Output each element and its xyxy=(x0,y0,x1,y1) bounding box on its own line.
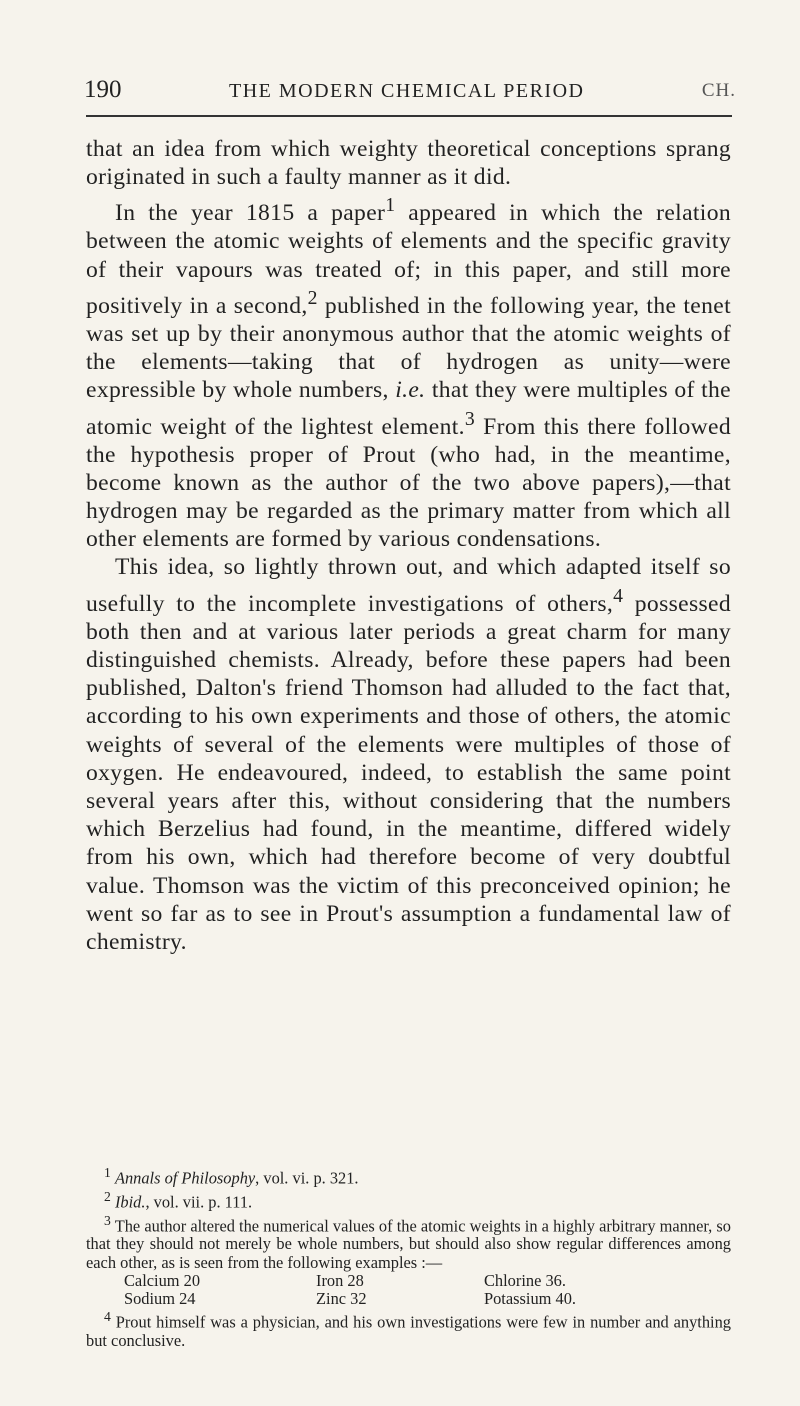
ie-abbr: i.e. xyxy=(395,377,426,404)
running-title: THE MODERN CHEMICAL PERIOD xyxy=(229,80,585,102)
footnote-text: , vol. vi. p. 321. xyxy=(255,1168,359,1188)
page-number: 190 xyxy=(84,76,122,103)
chapter-abbr: CH. xyxy=(701,80,736,101)
footnote-number: 1 xyxy=(104,1165,111,1180)
footnote-2 xyxy=(86,1188,731,1212)
journal-title: Annals of Philosophy xyxy=(114,1168,256,1188)
paragraph-3 xyxy=(86,553,731,956)
text-run: appeared in which the relation between the atomic weights of elements and the specific gravity of their vapours was treated of; in this paper, and still more positively in a second, xyxy=(86,200,731,319)
footnote-ref-4: 4 xyxy=(613,584,624,607)
example-row xyxy=(86,1272,731,1290)
running-header xyxy=(84,76,736,106)
footnote-3 xyxy=(86,1212,731,1272)
footnote-1 xyxy=(86,1164,731,1188)
example-cell: Zinc 32 xyxy=(316,1289,367,1309)
text-run: possessed both then and at various later periods a great charm for many distinguished chemists. Already, before these papers had been published, Dalton's friend Thomson had alluded to the fact that, according to his own experiments and those of others, the atomic weights of several of the elements were multiples of those of oxygen. He endeavoured, indeed, to establish the same point several years after this, without considering that the numbers which Berzelius had found, in the meantime, differed widely from his own, which had therefore become of very doubtful value. Thomson was the victim of this preconceived opinion; he went so far as to see in Prout's assumption a fundamental law of chemistry. xyxy=(86,590,731,955)
ibid-ref: Ibid. xyxy=(114,1192,146,1212)
example-cell: Iron 28 xyxy=(316,1270,364,1290)
footnote-ref-2: 2 xyxy=(307,286,318,309)
main-text xyxy=(86,135,731,956)
footnote-text: , vol. vii. p. 111. xyxy=(145,1192,253,1212)
footnote-number: 4 xyxy=(104,1309,111,1325)
footnote-number: 2 xyxy=(104,1188,111,1204)
footnote-4 xyxy=(86,1308,731,1350)
footnote-text: Prout himself was a physician, and his own investigations were few in number and anything but conclusive. xyxy=(86,1312,731,1351)
paragraph-2 xyxy=(86,191,731,553)
text-run: From this there followed the hypothesis proper of Prout (who had, in the meantime, become known as the author of the two above papers),—that hydrogen may be regarded as the primary matter from which all other elements are formed by various condensations. xyxy=(86,413,731,553)
text-run: This idea, so lightly thrown out, and which adapted itself so usefully to the incomplete investigations of others, xyxy=(86,554,731,617)
footnote-number: 3 xyxy=(104,1212,111,1228)
example-cell: Chlorine 36. xyxy=(484,1270,566,1290)
footnote-text: The author altered the numerical values of the atomic weights in a highly arbitrary manner, so that they should not merely be whole numbers, but should also show regular differences among each other, as is seen from the following examples :— xyxy=(86,1216,731,1272)
text-run: In the year 1815 a paper xyxy=(115,200,386,227)
text-run: published in the following year, the tenet was set up by their anonymous author that the atomic weights of the elements—taking that of hydrogen as unity—were expressible by whole numbers, xyxy=(86,292,731,404)
example-cell: Calcium 20 xyxy=(124,1270,201,1290)
example-cell: Sodium 24 xyxy=(124,1289,196,1309)
example-cell: Potassium 40. xyxy=(484,1289,576,1309)
footnotes xyxy=(86,1164,731,1351)
footnote-ref-1: 1 xyxy=(385,194,396,217)
example-row xyxy=(86,1290,731,1308)
text-run: that they were multiples of the atomic weight of the lightest element. xyxy=(86,377,731,440)
header-rule xyxy=(86,115,732,117)
paragraph-1: that an idea from which weighty theoretical conceptions sprang originated in such a faulty manner as it did. xyxy=(86,136,731,191)
footnote-ref-3: 3 xyxy=(464,407,476,430)
